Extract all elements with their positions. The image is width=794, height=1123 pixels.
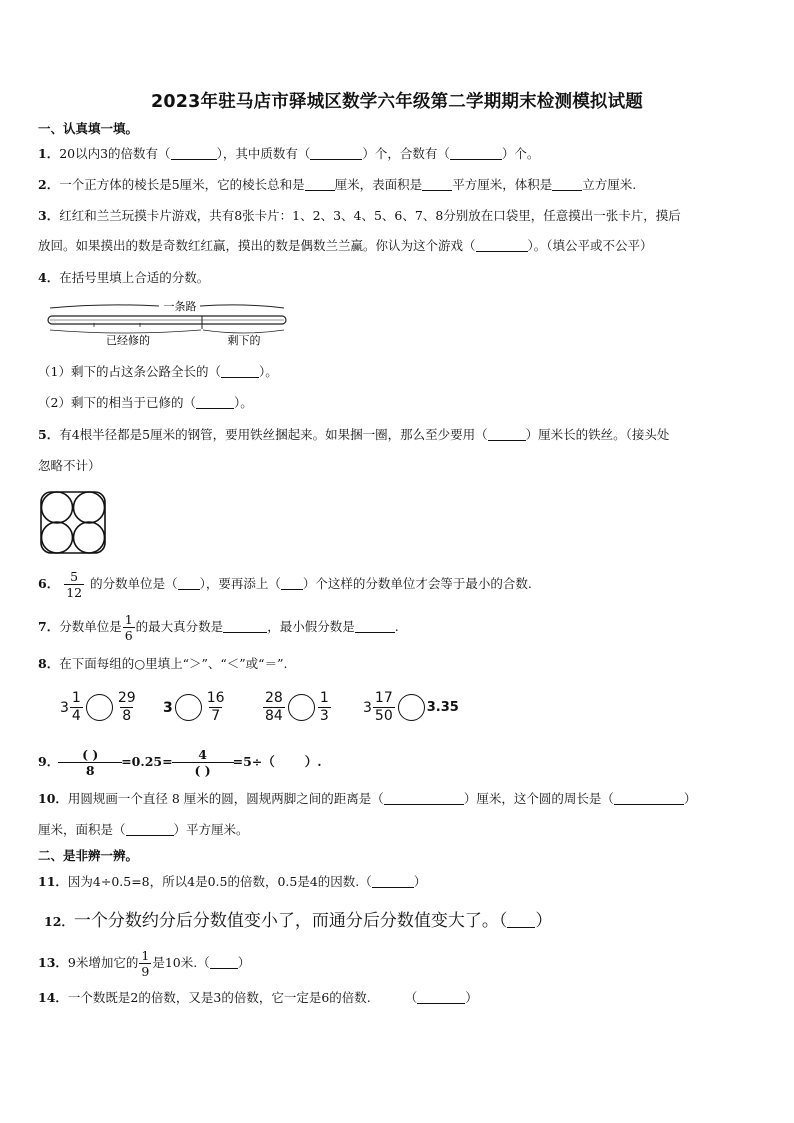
question-3-line-2: 放回。如果摸出的数是奇数红红赢，摸出的数是偶数兰兰赢。你认为这个游戏（ ）。（填公平或不公平） bbox=[38, 238, 653, 253]
done-label: 已经修的 bbox=[106, 334, 150, 347]
pipe-circle bbox=[42, 522, 73, 553]
answer-blank[interactable] bbox=[450, 146, 502, 160]
answer-blank[interactable] bbox=[552, 177, 582, 191]
fraction: $\frac{16}{7}$ bbox=[206, 690, 225, 724]
road-label: 一条路 bbox=[163, 300, 197, 313]
compare-group-4: 3 $\frac{17}{50}$ 3.35 bbox=[363, 690, 459, 724]
question-5: 5．有4根半径都是5厘米的钢管，要用铁丝捆起来。如果捆一圈，那么至少要用（ ）厘米长的铁丝。（接头处 bbox=[38, 427, 670, 442]
fraction: $\frac{1}{4}$ bbox=[71, 690, 81, 724]
fraction: $\frac{4}{( )}$ bbox=[174, 747, 232, 778]
question-10-line-2: 厘米，面积是（ ）平方厘米。 bbox=[38, 822, 249, 837]
wire-outline bbox=[41, 492, 105, 553]
answer-blank[interactable] bbox=[223, 619, 267, 633]
answer-blank[interactable] bbox=[417, 990, 465, 1004]
answer-blank[interactable] bbox=[507, 914, 535, 928]
answer-blank[interactable] bbox=[384, 791, 464, 805]
answer-blank[interactable] bbox=[355, 619, 395, 633]
fraction: $\frac{29}{8}$ bbox=[117, 690, 136, 724]
question-4-sub-2: （2）剩下的相当于已修的（ ）。 bbox=[38, 395, 253, 410]
question-8: 8．在下面每组的○里填上“＞”、“＜”或“＝”. bbox=[38, 656, 288, 671]
compare-group-2: 3 $\frac{16}{7}$ bbox=[163, 690, 225, 724]
answer-blank[interactable] bbox=[305, 177, 335, 191]
answer-blank[interactable] bbox=[171, 146, 217, 160]
fraction: $\frac{1}{9}$ bbox=[141, 948, 150, 979]
question-11: 11．因为4÷0.5=8，所以4是0.5的倍数，0.5是4的因数.（ ） bbox=[38, 874, 427, 889]
pipe-circle bbox=[74, 522, 105, 553]
fraction: $\frac{1}{6}$ bbox=[124, 612, 133, 643]
answer-blank[interactable] bbox=[488, 427, 526, 441]
compare-group-3 bbox=[262, 690, 332, 725]
question-2: 2．一个正方体的棱长是5厘米，它的棱长总和是 厘米，表面积是 平方厘米，体积是 立方厘米. bbox=[38, 177, 637, 192]
compare-circle[interactable] bbox=[398, 694, 425, 721]
question-7: 7．分数单位是 $\frac{1}{6}$ 的最大真分数是 ，最小假分数是 . bbox=[38, 612, 399, 643]
section-2-heading: 二、是非辨一辨。 bbox=[38, 848, 139, 863]
question-3: 3．红红和兰兰玩摸卡片游戏，共有8张卡片：1、2、3、4、5、6、7、8分别放在口袋里，任意摸出一张卡片，摸后 bbox=[38, 208, 681, 223]
answer-blank[interactable] bbox=[614, 791, 684, 805]
question-1: 1．20以内3的倍数有（ ），其中质数有（ ）个，合数有（ ）个。 bbox=[38, 146, 540, 161]
question-14: 14．一个数既是2的倍数，又是3的倍数，它一定是6的倍数. （ ） bbox=[38, 990, 478, 1005]
brace-right bbox=[200, 305, 284, 308]
question-12: 12．一个分数约分后分数值变小了，而通分后分数值变大了。（ ） bbox=[44, 911, 553, 931]
compare-group-1: 3 $\frac{1}{4}$ $\frac{29}{8}$ bbox=[60, 690, 136, 724]
compare-circle[interactable] bbox=[288, 694, 315, 721]
fraction: $\frac{1}{3}$ bbox=[319, 690, 329, 724]
answer-blank[interactable] bbox=[210, 955, 238, 969]
pipes-diagram bbox=[39, 490, 109, 556]
answer-blank[interactable] bbox=[221, 364, 259, 378]
brace-left bbox=[50, 305, 159, 308]
answer-blank[interactable] bbox=[126, 822, 174, 836]
fraction: $\frac{28}{84}$ bbox=[265, 690, 283, 724]
fraction: $\frac{( )}{8}$ bbox=[60, 747, 120, 778]
answer-blank[interactable] bbox=[310, 146, 362, 160]
section-1-heading: 一、认真填一填。 bbox=[38, 121, 139, 136]
fraction: $\frac{17}{50}$ bbox=[374, 690, 393, 724]
answer-blank[interactable] bbox=[196, 395, 234, 409]
compare-circle[interactable] bbox=[86, 694, 113, 721]
pipe-circle bbox=[74, 492, 105, 523]
answer-blank[interactable] bbox=[422, 177, 452, 191]
question-5-line-2: 忽略不计） bbox=[38, 458, 101, 473]
page-title: 2023年驻马店市驿城区数学六年级第二学期期末检测模拟试题 bbox=[150, 92, 643, 112]
answer-blank[interactable] bbox=[372, 874, 414, 888]
question-9: 9． $\frac{( )}{8}$ =0.25= $\frac{4}{( )}$ =5÷（ ）. bbox=[38, 747, 322, 778]
fraction: $\frac{5}{12}$ bbox=[66, 569, 83, 600]
question-6: 6． $\frac{5}{12}$ 的分数单位是（ ），要再添上（ ）个这样的分数单位才会等于最小的合数. bbox=[38, 569, 532, 600]
question-4: 4．在括号里填上合适的分数。 bbox=[38, 270, 210, 285]
question-10: 10．用圆规画一个直径 8 厘米的圆，圆规两脚之间的距离是（ ）厘米，这个圆的周长是（ ） bbox=[38, 791, 697, 806]
left-label: 剩下的 bbox=[227, 334, 261, 347]
brace-left-over bbox=[203, 330, 284, 333]
brace-done bbox=[50, 330, 201, 333]
question-13: 13．9米增加它的 $\frac{1}{9}$ 是10米.（ ） bbox=[38, 948, 251, 979]
answer-blank[interactable] bbox=[275, 755, 305, 768]
answer-blank[interactable] bbox=[281, 576, 303, 590]
pipe-circle bbox=[42, 492, 73, 523]
answer-blank[interactable] bbox=[476, 238, 528, 252]
compare-circle[interactable] bbox=[175, 694, 202, 721]
road-diagram bbox=[44, 296, 290, 348]
question-4-sub-1: （1）剩下的占这条公路全长的（ ）。 bbox=[38, 364, 278, 379]
answer-blank[interactable] bbox=[178, 576, 200, 590]
